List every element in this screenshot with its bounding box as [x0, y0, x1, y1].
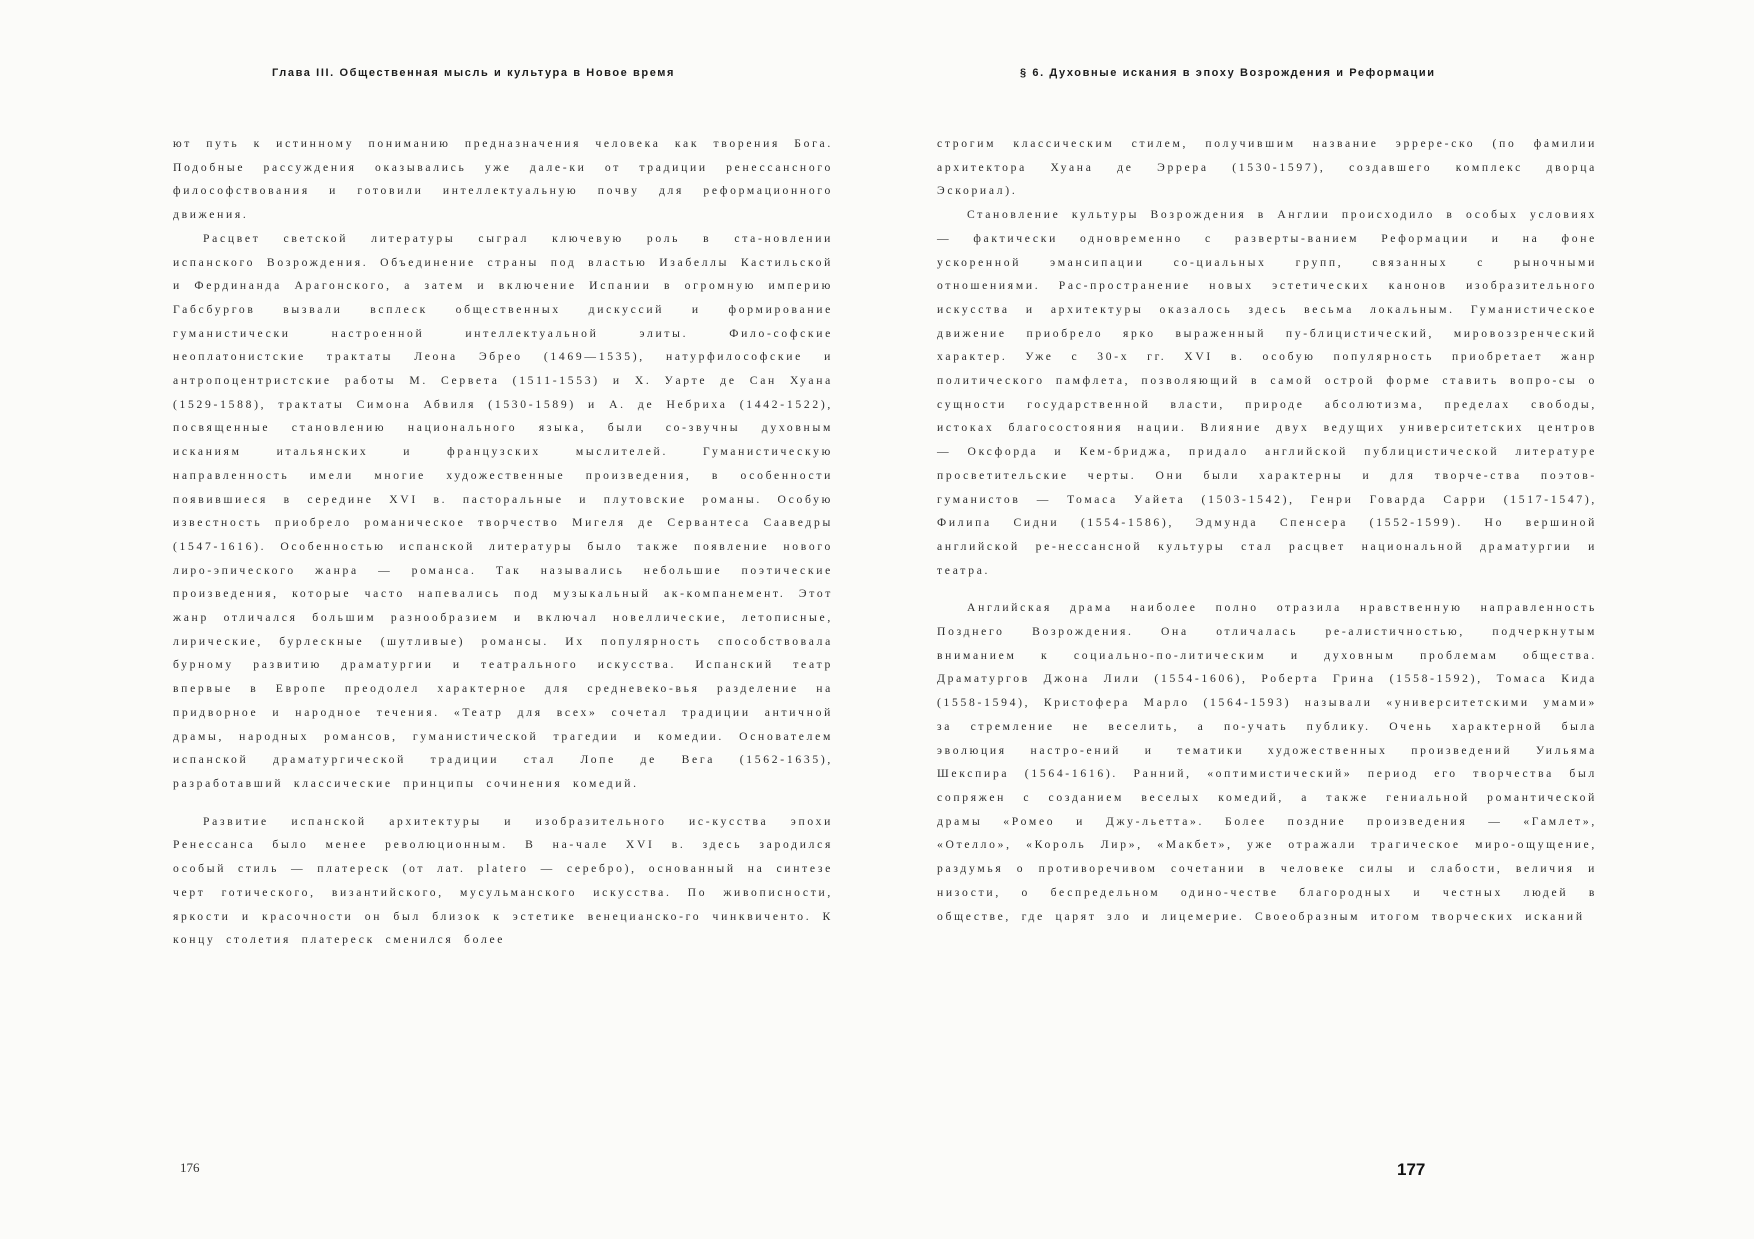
right-paragraph-1: строгим классическим стилем, получившим название эррере-ско (по фамилии архитектора Хуана де Эррера (1530-1597), создавшего комплекс дворца Эскориал). [937, 137, 1597, 198]
right-page [877, 0, 1754, 1239]
right-paragraph-3: Английская драма наиболее полно отразила нравственную направленность Позднего Возрождения. Она отличалась ре-алистичностью, подчеркнутым вниманием к социально-по-литическим и духовным проблемам общества. Драматургов Джона Лили (1554-1606), Роберта Грина (1558-1592), Томаса Кида (1558-1594), Кристофера Марло (1564-1593) называли «университетскими умами» за стремление не веселить, а по-учать публику. Очень характерной была эволюция настро-ений и тематики художественных произведений Уильяма Шекспира (1564-1616). Ранний, «оптимистический» период его творчества был сопряжен с созданием веселых комедий, а также гениальной романтической драмы «Ромео и Джу-льетта». Более поздние произведения — «Гамлет», «Отелло», «Король Лир», «Макбет», уже отражали трагическое миро-ощущение, раздумья о противоречивом сочетании в человеке силы и слабости, величия и низости, о беспредельном одино-честве благородных и честных людей в обществе, где царят зло и лицемерие. Своеобразным итогом творческих исканий [937, 601, 1597, 923]
page-number-right: 177 [1397, 1160, 1426, 1179]
left-paragraph-2: Расцвет светской литературы сыграл ключевую роль в ста-новлении испанского Возрождения. Объединение страны под властью Изабеллы Кастильской и Фердинанда Арагонского, а затем и включение Испании в огромную империю Габсбургов вызвали всплеск общественных дискуссий и формирование гуманистически настроенной интеллектуальной элиты. Фило-софские неоплатонистские трактаты Леона Эбрео (1469—1535), натурфилософские и антропоцентристские работы М. Сервета (1511-1553) и X. Уарте де Сан Хуана (1529-1588), трактаты Симона Абвиля (1530-1589) и А. де Небриха (1442-1522), посвященные становлению национального языка, были со-звучны духовным исканиям итальянских и французских мыслителей. Гуманистическую направленность имели многие художественные произведения, в особенности появившиеся в середине XVI в. пасторальные и плутовские романы. Особую известность приобрело романическое творчество Мигеля де Сервантеса Сааведры (1547-1616). Особенностью испанской литературы было также появление нового лиро-эпического жанра — романса. Так назывались небольшие поэтические произведения, которые часто напевались под музыкальный ак-компанемент. Этот жанр отличался большим разнообразием и включал новеллические, летописные, лирические, бурлескные (шутливые) романсы. Их популярность способствовала бурному развитию драматургии и театрального искусства. Испанский театр впервые в Европе преодолел характерное для средневеко-вья разделение на придворное и народное течения. «Театр для всех» сочетал традиции античной драмы, народных романсов, гуманистической трагедии и комедии. Основателем испанской драматургической традиции стал Лопе де Вега (1562-1635), разработавший классические принципы сочинения комедий. [173, 231, 833, 790]
running-head-right: § 6. Духовные искания в эпоху Возрождения и Реформации [1020, 67, 1436, 79]
page-number-left: 176 [180, 1160, 200, 1175]
left-paragraph-1: ют путь к истинному пониманию предназначения человека как творения Бога. Подобные рассуждения оказывались уже дале-ки от традиции ренессансного философствования и готовили интеллектуальную почву для реформационного движения. [173, 137, 833, 222]
right-text-column [937, 132, 1597, 928]
left-paragraph-3: Развитие испанской архитектуры и изобразительного ис-кусства эпохи Ренессанса было менее революционным. В на-чале XVI в. здесь зародился особый стиль — платереск (от лат. platero — серебро), основанный на синтезе черт готического, византийского, мусульманского искусства. По живописности, яркости и красочности он был близок к эстетике венецианско-го чинквиченто. К концу столетия платереск сменился более [173, 814, 833, 947]
left-text-column [173, 132, 833, 952]
right-paragraph-2: Становление культуры Возрождения в Англии происходило в особых условиях — фактически одновременно с разверты-ванием Реформации и на фоне ускоренной эмансипации со-циальных групп, связанных с рыночными отношениями. Рас-пространение новых эстетических канонов изобразительного искусства и архитектуры оказалось здесь весьма локальным. Гуманистическое движение приобрело ярко выраженный пу-блицистический, мировоззренческий характер. Уже с 30-х гг. XVI в. особую популярность приобретает жанр политического памфлета, позволяющий в самой острой форме ставить вопро-сы о сущности государственной власти, природе абсолютизма, пределах свободы, истоках благосостояния нации. Влияние двух ведущих университетских центров — Оксфорда и Кем-бриджа, придало английской публицистической литературе просветительские черты. Они были характерны и для творче-ства поэтов-гуманистов — Томаса Уайета (1503-1542), Генри Говарда Сарри (1517-1547), Филипа Сидни (1554-1586), Эдмунда Спенсера (1552-1599). Но вершиной английской ре-нессансной культуры стал расцвет национальной драматургии и театра. [937, 208, 1597, 577]
running-head-left: Глава III. Общественная мысль и культура в Новое время [272, 67, 676, 79]
